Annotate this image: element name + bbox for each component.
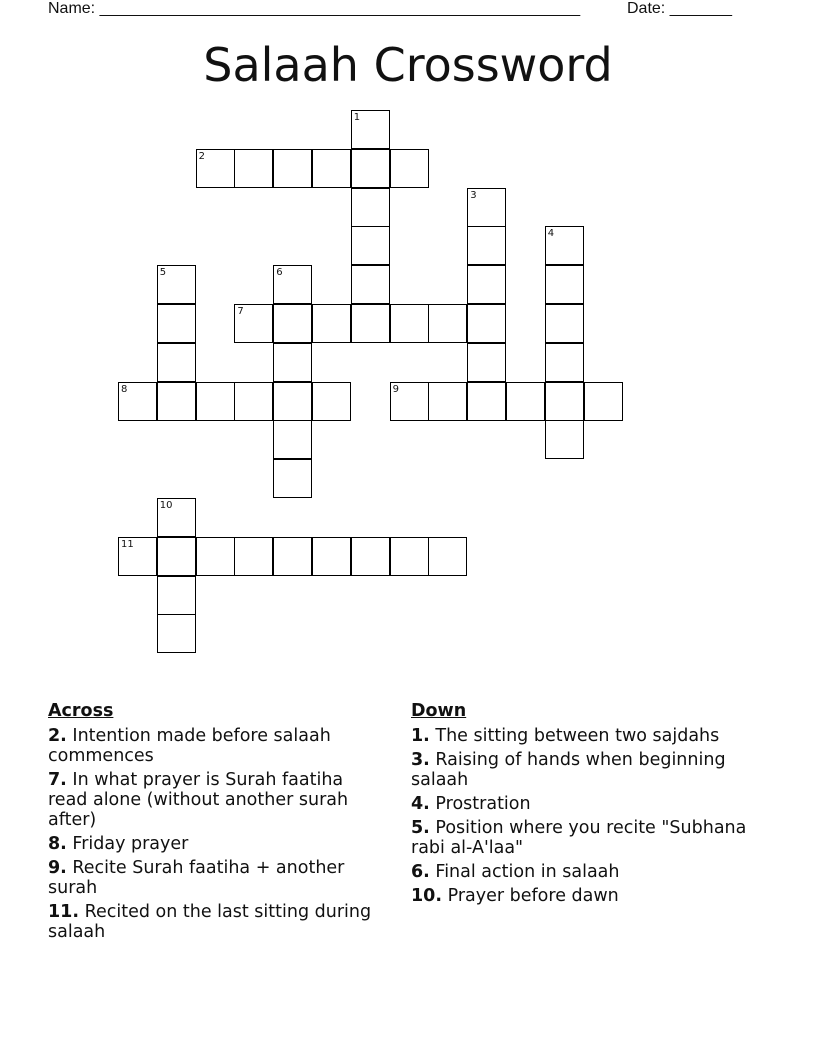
crossword-cell[interactable] <box>157 614 196 653</box>
crossword-cell[interactable] <box>428 382 467 421</box>
across-clues <box>48 701 388 946</box>
clue-text: Prostration <box>435 794 531 814</box>
crossword-cell[interactable] <box>157 498 196 537</box>
clue-number: 4. <box>411 794 430 814</box>
down-clues <box>411 701 771 910</box>
date-field-label: Date: _______ <box>627 0 732 17</box>
crossword-cell[interactable] <box>312 304 351 343</box>
cell-number: 2 <box>198 150 205 162</box>
clue-number: 1. <box>411 726 430 746</box>
crossword-cell[interactable] <box>234 537 273 576</box>
crossword-cell[interactable] <box>545 304 584 343</box>
crossword-cell[interactable] <box>467 343 506 382</box>
clue-number: 11. <box>48 902 80 922</box>
crossword-cell[interactable] <box>118 382 157 421</box>
crossword-cell[interactable] <box>467 188 506 227</box>
crossword-cell[interactable] <box>273 304 312 343</box>
clue-text: Final action in salaah <box>435 862 620 882</box>
crossword-cell[interactable] <box>273 459 312 498</box>
crossword-cell[interactable] <box>467 226 506 265</box>
crossword-cell[interactable] <box>157 382 196 421</box>
clue-text: In what prayer is Surah faatiha read alone (without another surah after) <box>48 770 349 830</box>
cell-number: 11 <box>121 538 134 550</box>
cell-number: 3 <box>470 189 477 201</box>
crossword-cell[interactable] <box>428 537 467 576</box>
across-clue <box>48 726 388 766</box>
cell-number: 9 <box>392 383 399 395</box>
clue-text: Recite Surah faatiha + another surah <box>48 858 345 898</box>
down-clue <box>411 794 771 814</box>
crossword-cell[interactable] <box>584 382 623 421</box>
across-clue <box>48 770 388 830</box>
crossword-cell[interactable] <box>312 382 351 421</box>
cell-number: 1 <box>353 112 361 123</box>
clue-text: Recited on the last sitting during salaah <box>48 902 372 942</box>
cell-number: 6 <box>276 267 283 279</box>
crossword-cell[interactable] <box>467 382 506 421</box>
crossword-cell[interactable] <box>351 110 390 149</box>
clue-text: Friday prayer <box>72 834 189 854</box>
crossword-cell[interactable] <box>467 265 506 304</box>
crossword-cell[interactable] <box>545 226 584 265</box>
crossword-cell[interactable] <box>312 537 351 576</box>
crossword-cell[interactable] <box>351 149 390 188</box>
down-clue <box>411 818 771 858</box>
crossword-cell[interactable] <box>196 537 235 576</box>
clue-text: Intention made before salaah commences <box>48 726 331 766</box>
crossword-cell[interactable] <box>196 149 235 188</box>
crossword-cell[interactable] <box>196 382 235 421</box>
crossword-cell[interactable] <box>157 537 196 576</box>
clue-number: 2. <box>48 726 67 746</box>
crossword-cell[interactable] <box>390 537 429 576</box>
clue-number: 6. <box>411 862 430 882</box>
crossword-cell[interactable] <box>390 149 429 188</box>
across-heading: Across <box>48 701 114 721</box>
clue-text: Prayer before dawn <box>447 886 619 906</box>
crossword-cell[interactable] <box>157 576 196 615</box>
across-clue <box>48 902 388 942</box>
crossword-cell[interactable] <box>545 382 584 421</box>
across-clue <box>48 834 388 854</box>
crossword-cell[interactable] <box>545 420 584 459</box>
crossword-cell[interactable] <box>545 265 584 304</box>
clue-number: 5. <box>411 818 430 838</box>
crossword-cell[interactable] <box>351 537 390 576</box>
crossword-cell[interactable] <box>351 265 390 304</box>
down-clue <box>411 750 771 790</box>
down-heading: Down <box>411 701 467 721</box>
crossword-cell[interactable] <box>467 304 506 343</box>
down-clue <box>411 726 771 746</box>
crossword-cell[interactable] <box>273 343 312 382</box>
crossword-cell[interactable] <box>351 304 390 343</box>
cell-number: 10 <box>159 500 173 511</box>
clue-number: 8. <box>48 834 67 854</box>
cell-number: 5 <box>159 267 167 279</box>
cell-number: 4 <box>547 228 555 240</box>
crossword-cell[interactable] <box>234 304 273 343</box>
clue-text: Raising of hands when beginning salaah <box>411 750 726 790</box>
crossword-cell[interactable] <box>273 265 312 304</box>
crossword-cell[interactable] <box>390 382 429 421</box>
clue-number: 3. <box>411 750 430 770</box>
crossword-cell[interactable] <box>273 149 312 188</box>
cell-number: 8 <box>121 383 128 395</box>
crossword-cell[interactable] <box>234 149 273 188</box>
page-title: Salaah Crossword <box>203 38 613 92</box>
crossword-cell[interactable] <box>545 343 584 382</box>
across-clue <box>48 858 388 898</box>
cell-number: 7 <box>237 306 244 317</box>
down-clue <box>411 862 771 882</box>
crossword-cell[interactable] <box>390 304 429 343</box>
crossword-cell[interactable] <box>157 343 196 382</box>
crossword-cell[interactable] <box>428 304 467 343</box>
crossword-cell[interactable] <box>157 265 196 304</box>
clue-text: Position where you recite "Subhana rabi al-A'laa" <box>411 818 747 858</box>
crossword-cell[interactable] <box>157 304 196 343</box>
crossword-cell[interactable] <box>118 537 157 576</box>
name-field-label: Name: ______________________________________________________ <box>48 0 581 17</box>
clue-number: 9. <box>48 858 67 878</box>
crossword-cell[interactable] <box>312 149 351 188</box>
clue-number: 10. <box>411 886 443 906</box>
crossword-cell[interactable] <box>351 188 390 227</box>
crossword-cell[interactable] <box>234 382 273 421</box>
crossword-cell[interactable] <box>273 537 312 576</box>
clue-text: The sitting between two sajdahs <box>435 726 720 746</box>
crossword-cell[interactable] <box>351 226 390 265</box>
crossword-cell[interactable] <box>506 382 545 421</box>
clue-number: 7. <box>48 770 67 790</box>
crossword-cell[interactable] <box>273 382 312 421</box>
crossword-cell[interactable] <box>273 420 312 459</box>
down-clue <box>411 886 771 906</box>
